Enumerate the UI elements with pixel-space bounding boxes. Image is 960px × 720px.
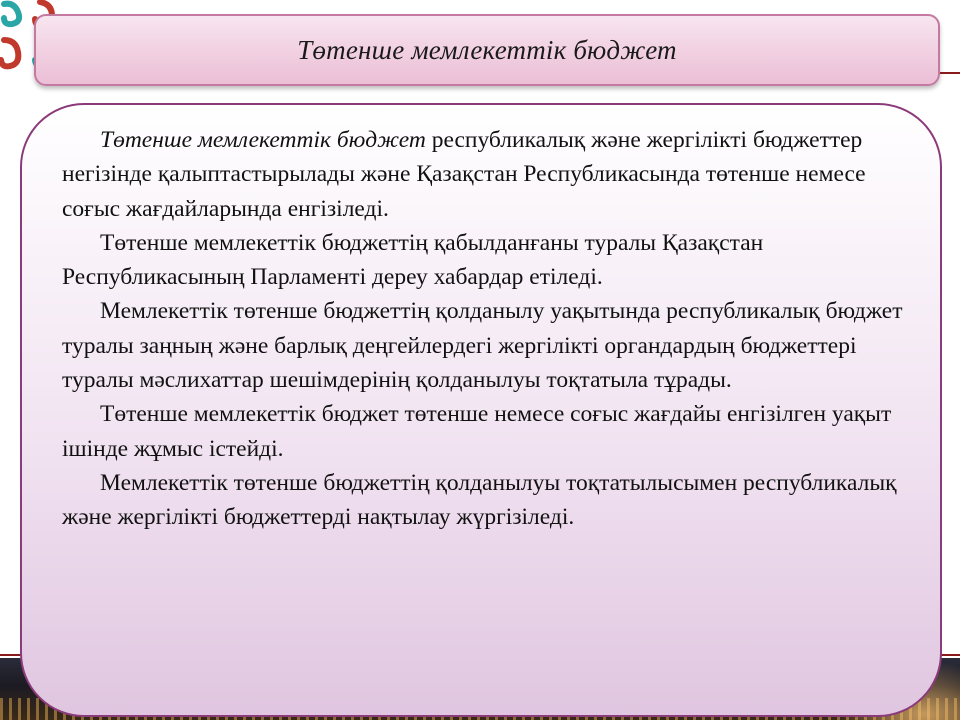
paragraph-4-text: Төтенше мемлекеттік бюджет төтенше немесе соғыс жағдайы енгізілген уақыт ішінде жұмыс істейді.: [62, 401, 892, 462]
content-box: [20, 103, 942, 717]
paragraph-3-text: Мемлекеттік төтенше бюджеттің қолданылу уақытында республикалық бюджет туралы заңның және барлық деңгейлердегі жергілікті органдардың бюджеттері туралы мәслихаттар шешімдерінің қолданылуы тоқтатыла тұрады.: [62, 298, 903, 394]
paragraph-3: [62, 294, 904, 397]
paragraph-2: [62, 226, 904, 295]
paragraph-2-text: Төтенше мемлекеттік бюджеттің қабылданғаны туралы Қазақстан Республикасының Парламенті дереу хабардар етіледі.: [62, 229, 764, 291]
paragraph-1: [62, 123, 904, 226]
slide-title: Төтенше мемлекеттік бюджет: [297, 34, 677, 65]
paragraph-5: [62, 466, 904, 535]
paragraph-1-lead: Төтенше мемлекеттік бюджет: [100, 127, 426, 153]
paragraph-4: [62, 397, 904, 466]
paragraph-1-text: республикалық және жергілікті бюджеттер негізінде қалыптастырылады және Қазақстан Республикасында төтенше немесе соғыс жағдайларында енгізіледі.: [62, 127, 866, 222]
slide-title-bar: [34, 14, 940, 86]
paragraph-5-text: Мемлекеттік төтенше бюджеттің қолданылуы тоқтатылысымен республикалық және жергілікті бюджеттерді нақтылау жүргізіледі.: [62, 469, 897, 531]
